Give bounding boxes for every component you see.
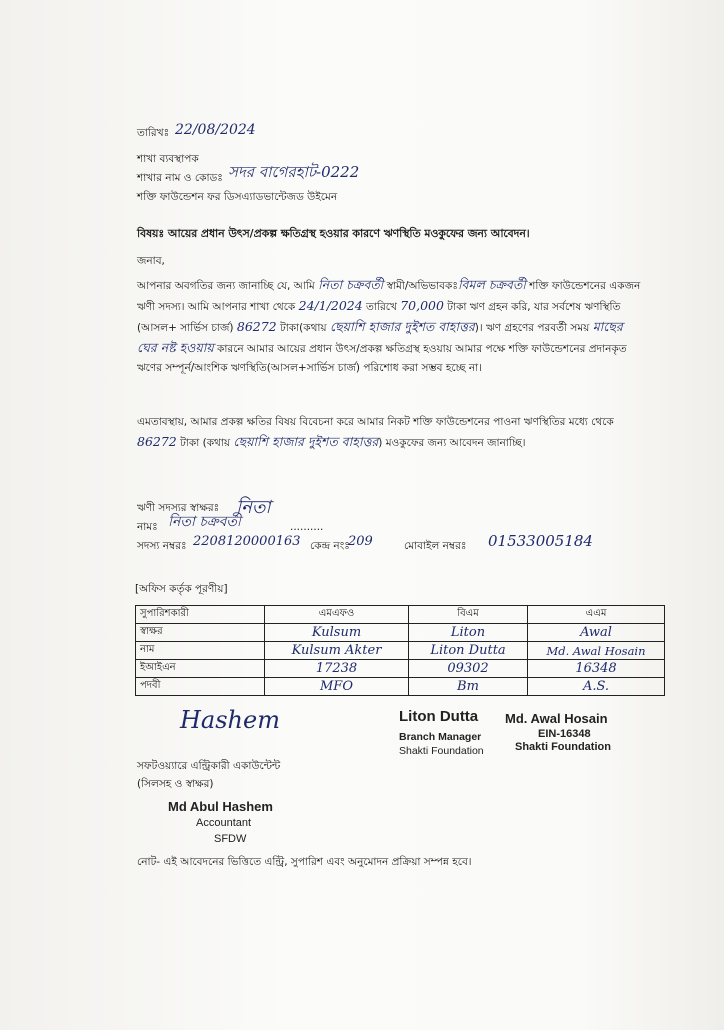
column-header: এএম [528, 606, 665, 624]
column-header: বিএম [409, 606, 528, 624]
text: )। ঋণ গ্রহণের পরবর্তী সময় [474, 322, 593, 334]
text: এমতাবস্থায়, আমার প্রকল্প ক্ষতির বিষয় বিবেচনা করে আমার নিকট শক্তি ফাউন্ডেশনের পাওনা ঋণস্থিতির মধ্যে থেকে [137, 416, 614, 428]
accountant-org: SFDW [214, 833, 247, 845]
column-header: এমএফও [265, 606, 409, 624]
subject-line: বিষয়ঃ আয়ের প্রধান উৎস/প্রকল্প ক্ষতিগ্রস্থ হওয়ার কারণে ঋণস্থিতি মওকুফের জন্য আবেদন। [137, 227, 530, 240]
table-cell: MFO [265, 678, 409, 696]
text: আপনার অবগতির জন্য জানাচ্ছি যে, আমি [137, 280, 319, 292]
text: শক্তি ফাউন্ডেশনের একজন ঋণী সদস্য। আমি আপনার শাখা থেকে [137, 280, 641, 313]
member-name-label: নামঃ [137, 521, 158, 533]
table-cell: Liton Dutta [409, 642, 528, 660]
member-signature: নিতা [236, 497, 271, 518]
loan-date-fill: 24/1/2024 [298, 298, 363, 313]
table-cell: A.S. [528, 678, 665, 696]
member-no-value: 2208120000163 [193, 534, 301, 549]
text: টাকা ঋণ গ্রহন করি, যার সর্বশেষ ঋণস্থিতি (আসল+ সার্ভিস চার্জ) [137, 301, 621, 334]
table-cell: 17238 [265, 660, 409, 678]
office-table [135, 605, 665, 696]
bm-stamp-name: Liton Dutta [399, 708, 479, 725]
mobile-value: 01533005184 [488, 532, 593, 550]
am-stamp-ein: EIN-16348 [538, 728, 591, 740]
hashem-signature: Hashem [180, 706, 280, 734]
table-row [136, 678, 665, 696]
bm-stamp-title: Branch Manager [399, 731, 482, 743]
date-value: 22/08/2024 [175, 122, 256, 138]
waive-words-fill: ছেয়াশি হাজার দুইশত বাহাত্তর [233, 434, 379, 449]
column-header: সুপারিশকারী [136, 606, 265, 624]
member-name-fill: নিতা চক্রবর্তী [318, 277, 384, 292]
loan-amount-fill: 70,000 [400, 298, 444, 313]
accountant-title: Accountant [196, 817, 252, 829]
am-stamp-org: Shakti Foundation [515, 741, 611, 753]
table-cell: Awal [528, 624, 665, 642]
member-no-label: সদস্য নম্বরঃ [137, 540, 187, 552]
date-label: তারিখঃ [137, 127, 170, 139]
table-row [136, 624, 665, 642]
accountant-entry-label: সফটওয়্যারে এন্ট্রিকারী একাউন্টেন্ট [137, 760, 281, 772]
cause-fill: মাছের ঘের নষ্ট হওয়ায় [137, 319, 623, 355]
center-value: 209 [348, 534, 373, 549]
branch-label: শাখার নাম ও কোডঃ [137, 172, 223, 184]
waive-amount-fill: 86272 [137, 434, 177, 449]
text: কারনে আমার আয়ের প্রধান উৎস/প্রকল্প ক্ষতিগ্রস্থ হওয়ায় আমার পক্ষে শক্তি ফাউন্ডেশনের প্রদানকৃত ঋণের সম্পূর্ন/আংশিক ঋণস্থিতি(আসল+সার্ভিস চার্জ) পরিশোধ করা সম্ভব হচ্ছে না। [137, 343, 627, 374]
mobile-label: মোবাইল নম্বরঃ [404, 540, 467, 552]
table-cell: Kulsum Akter [265, 642, 409, 660]
bm-stamp-org: Shakti Foundation [399, 745, 484, 757]
am-stamp-name: Md. Awal Hosain [505, 711, 608, 726]
org-label: শক্তি ফাউন্ডেশন ফর ডিসএ্যাডভান্টেজড উইমেন [137, 191, 338, 203]
table-cell: 09302 [409, 660, 528, 678]
footer-note: নোট- এই আবেদনের ভিত্তিতে এন্ট্রি, সুপারিশ এবং অনুমোদন প্রক্রিয়া সম্পন্ন হবে। [137, 856, 472, 868]
table-cell: Kulsum [265, 624, 409, 642]
salutation: জনাব, [137, 255, 165, 267]
row-label: পদবী [136, 678, 265, 696]
balance-fill: 86272 [236, 319, 277, 334]
text: স্বামী/অভিভাবকঃ [383, 280, 458, 292]
text: ) মওকুফের জন্য আবেদন জানাচ্ছি। [378, 437, 526, 449]
body-paragraph-2 [137, 413, 642, 453]
body-paragraph-1 [137, 275, 642, 378]
guardian-name-fill: বিমল চক্রবর্তী [457, 277, 526, 292]
table-cell: Bm [409, 678, 528, 696]
row-label: স্বাক্ষর [136, 624, 265, 642]
text: টাকা(কথায় [276, 322, 330, 334]
member-name-dots: .......... [290, 521, 324, 533]
table-row [136, 642, 665, 660]
manager-label: শাখা ব্যবস্থাপক [137, 153, 199, 165]
branch-value: সদর বাগেরহাট-0222 [228, 163, 360, 181]
center-label: কেন্দ্র নংঃ [310, 540, 350, 552]
accountant-name: Md Abul Hashem [168, 799, 273, 814]
table-cell: 16348 [528, 660, 665, 678]
text: তারিখে [362, 301, 401, 313]
member-signature-label: ঋণী সদস্যর স্বাক্ষরঃ [137, 502, 220, 514]
text: টাকা (কথায় [176, 437, 234, 449]
row-label: ইআইএন [136, 660, 265, 678]
table-row [136, 660, 665, 678]
table-cell: Md. Awal Hosain [528, 642, 665, 660]
balance-words-fill: ছেয়াশি হাজার দুইশত বাহাত্তর [329, 319, 475, 334]
office-heading: [অফিস কর্তৃক পূরণীয়] [135, 583, 228, 595]
accountant-seal-label: (সিলসহ ও স্বাক্ষর) [137, 778, 214, 790]
table-cell: Liton [409, 624, 528, 642]
row-label: নাম [136, 642, 265, 660]
table-header-row [136, 606, 665, 624]
member-name-value: নিতা চক্রবর্তী [168, 514, 241, 530]
